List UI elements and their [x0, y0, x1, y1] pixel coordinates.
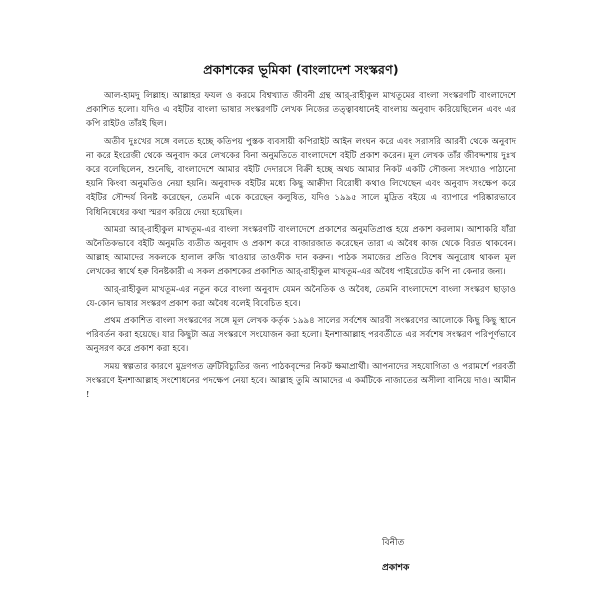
publisher-signature: প্রকাশক	[382, 563, 410, 573]
paragraph-1: আল-হামদু লিল্লাহ। আল্লাহর ফযল ও করমে বিশ্বখ্যাত জীবনী গ্রন্থ আর্-রাহীকুল মাখতূমের বাংলা সংস্করণটি বাংলাদেশে প্রকাশিত হলো। যদিও এ বইটির বাংলা ভাষার সংস্করণটি লেখক নিজের তত্ত্বাবধানেই বাংলায় অনুবাদ করিয়েছিলেন এবং এর কপি রাইটও তাঁরই ছিল।	[86, 91, 516, 130]
page-title: প্রকাশকের ভূমিকা (বাংলাদেশ সংস্করণ)	[203, 62, 399, 77]
closing-salutation: বিনীত	[382, 538, 405, 548]
closing-block	[382, 536, 409, 586]
paragraph-2: অতীব দুঃখের সঙ্গে বলতে হচ্ছে কতিপয় পুস্তক ব্যবসায়ী কপিরাইট আইন লংঘন করে এবং সরাসরি আরবী থেকে অনুবাদ না করে ইংরেজী থেকে অনুবাদ করে লেখকের বিনা অনুমতিতে বাংলাদেশে বইটি প্রকাশ করেন। মূল লেখক তাঁর জীবদ্দশায় দুঃখ করে বলেছিলেন, শুনেছি, বাংলাদেশে আমার বইটি দেদারসে বিক্রী হচ্ছে অথচ আমার নিকট একটি সৌজন্য সংখ্যাও পাঠানো হয়নি কিংবা অনুমতিও নেয়া হয়নি। অনুবাদক বইটির মধ্যে কিছু আক্বীদা বিরোধী কথাও লিখেছেন এবং অনুবাদ সংক্ষেপ করে বইটির সৌন্দর্য বিনষ্ট করেছেন, তেমনি একে করেছেন কলুষিত, যদিও ১৯৯৫ সালে মুদ্রিত বইয়ে এ ব্যাপারে পরিষ্কারভাবে বিধিনিষেধের কথা স্মরণ করিয়ে দেয়া হয়েছিল।	[86, 136, 516, 218]
paragraph-4: আর্-রাহীকুল মাখতূম-এর নতুন করে বাংলা অনুবাদ যেমন অনৈতিক ও অবৈধ, তেমনি বাংলাদেশে বাংলা সংস্করণ ছাড়াও যে-কোন ভাষার সংস্করণ প্রকাশ করা অবৈধ বলেই বিবেচিত হবে।	[86, 284, 516, 309]
paragraph-6: সময় স্বল্পতার কারণে মুদ্রণগত ত্রুটিবিচ্যুতির জন্য পাঠকবৃন্দের নিকট ক্ষমাপ্রার্থী। আপনাদের সহযোগিতা ও পরামর্শে পরবর্তী সংস্করণে ইনশাআল্লাহ সংশোধনের পদক্ষেপ নেয়া হবে। আল্লাহ তুমি আমাদের এ কর্মটিকে নাজাতের অসীলা বানিয়ে দাও। আমীন !	[86, 361, 516, 401]
preface-page	[86, 62, 516, 405]
paragraph-3: আমরা আর্-রাহীকুল মাখতূম-এর বাংলা সংস্করণটি বাংলাদেশে প্রকাশের অনুমতিপ্রাপ্ত হয়ে প্রকাশ করলাম। আশাকরি যাঁরা অনৈতিকভাবে বইটি অনুমতি ব্যতীত অনুবাদ ও প্রকাশ করে বাজারজাত করেছেন তারা এ অবৈধ কাজ থেকে বিরত থাকবেন। আল্লাহ আমাদের সকলকে হালাল রুজি খাওয়ার তাওফীক দান করুন। পাঠক সমাজের প্রতিও বিশেষ অনুরোধ থাকল মূল লেখকের স্বার্থে হক্ব বিনষ্টকারী এ সকল প্রকাশকের প্রকাশিত আর্-রাহীকুল মাখতূম-এর অবৈধ পাইরেটেড কপি না কেনার জন্য।	[86, 224, 516, 278]
paragraph-5: প্রথম প্রকাশিত বাংলা সংস্করণের সঙ্গে মূল লেখক কর্তৃক ১৯৯৪ সালের সর্বশেষ আরবী সংস্করণের আলোকে কিছু কিছু স্থানে পরিবর্তন করা হয়েছে। যার কিছুটা অত্র সংস্করণে সংযোজন করা হলো। ইনশাআল্লাহ পরবর্তীতে এর সর্বশেষ সংস্করণ পরিপূর্ণভাবে অনুসরণ করে প্রকাশ করা হবে।	[86, 316, 516, 355]
